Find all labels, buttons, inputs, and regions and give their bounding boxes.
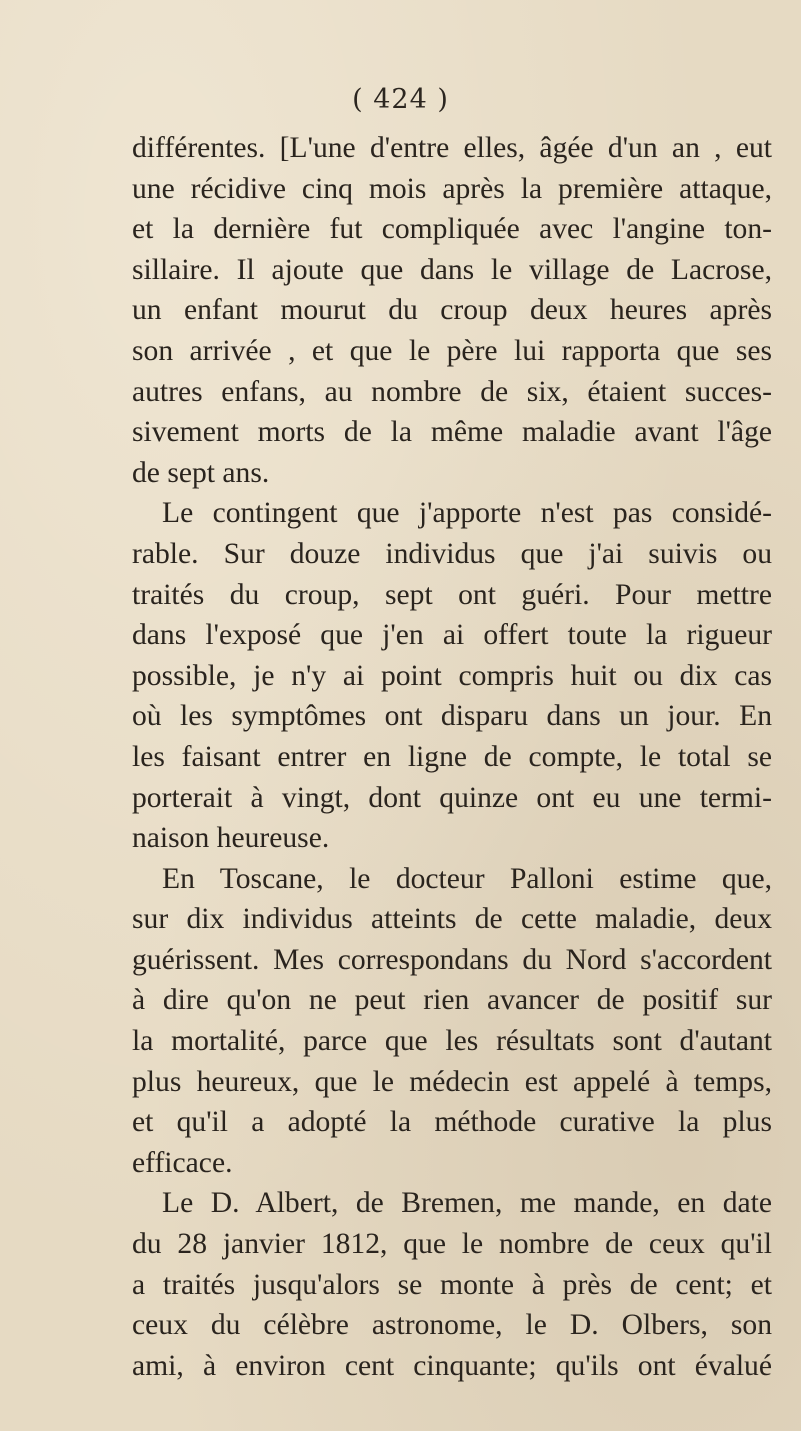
text-line: une récidive cinq mois après la première attaque, <box>132 172 772 205</box>
text-line: autres enfans, au nombre de six, étaient succes- <box>132 375 772 408</box>
text-line: guérissent. Mes correspondans du Nord s'accordent <box>132 943 772 976</box>
text-line: ceux du célèbre astronome, le D. Olbers, son <box>132 1309 772 1342</box>
text-line: Le D. Albert, de Bremen, me mande, en date <box>162 1187 772 1220</box>
text-line: la mortalité, parce que les résultats sont d'autant <box>132 1025 772 1058</box>
text-line: ami, à environ cent cinquante; qu'ils ont évalué <box>132 1349 772 1382</box>
text-line: a traités jusqu'alors se monte à près de cent; et <box>132 1268 772 1301</box>
text-line: où les symptômes ont disparu dans un jour. En <box>132 700 772 733</box>
text-line: efficace. <box>132 1146 233 1179</box>
text-line: du 28 janvier 1812, que le nombre de ceux qu'il <box>132 1228 772 1261</box>
text-line: traités du croup, sept ont guéri. Pour mettre <box>132 578 772 611</box>
text-line: à dire qu'on ne peut rien avancer de positif sur <box>132 984 772 1017</box>
text-line: un enfant mourut du croup deux heures après <box>132 294 772 327</box>
text-line: son arrivée , et que le père lui rapporta que ses <box>132 334 772 367</box>
text-line: et qu'il a adopté la méthode curative la plus <box>132 1106 772 1139</box>
text-line: naison heureuse. <box>132 822 330 855</box>
text-line: sillaire. Il ajoute que dans le village de Lacrose, <box>132 253 772 286</box>
text-line: sur dix individus atteints de cette maladie, deux <box>132 903 772 936</box>
text-line: dans l'exposé que j'en ai offert toute la rigueur <box>132 619 772 652</box>
text-line: rable. Sur douze individus que j'ai suivis ou <box>132 537 772 570</box>
text-line: plus heureux, que le médecin est appelé à temps, <box>132 1065 772 1098</box>
text-line: sivement morts de la même maladie avant l'âge <box>132 416 772 449</box>
text-line: possible, je n'y ai point compris huit ou dix cas <box>132 659 772 692</box>
text-line: Le contingent que j'apporte n'est pas considé- <box>162 497 772 530</box>
text-line: les faisant entrer en ligne de compte, le total se <box>132 740 772 773</box>
text-line: différentes. [L'une d'entre elles, âgée d'un an , eut <box>132 132 772 164</box>
text-line: porterait à vingt, dont quinze ont eu une termi- <box>132 781 772 814</box>
text-line: de sept ans. <box>132 456 270 489</box>
page-number: ( 424 ) <box>352 84 449 115</box>
text-line: et la dernière fut compliquée avec l'angine ton- <box>132 213 772 246</box>
body-text <box>132 128 772 1386</box>
text-line: En Toscane, le docteur Palloni estime que, <box>162 862 772 895</box>
